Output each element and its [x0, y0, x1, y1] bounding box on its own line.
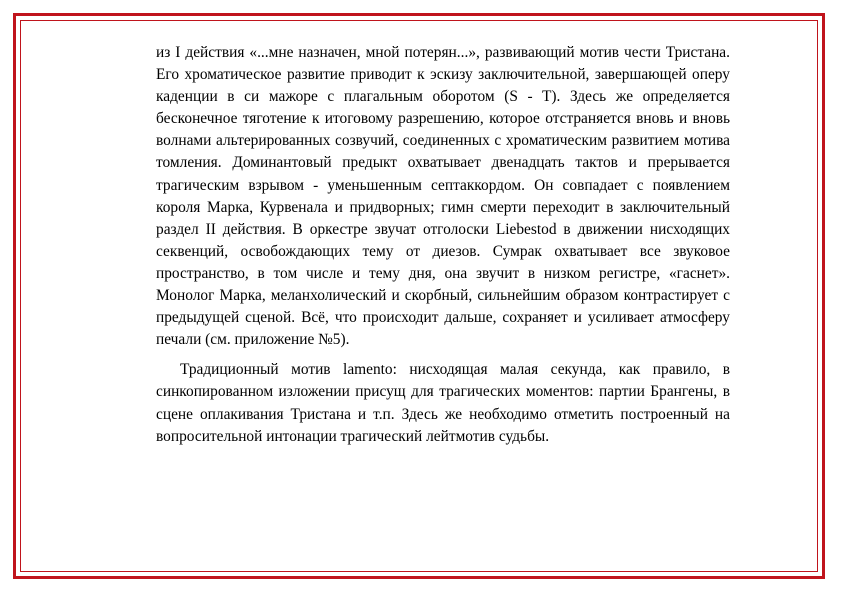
paragraph-1: из I действия «...мне назначен, мной потерян...», развивающий мотив чести Тристана. Его хроматическое развитие приводит к эскизу заключительной, завершающей оперу каденции в си мажоре с плагальным оборотом (S - T). Здесь же определяется бесконечное тяготение к итоговому разрешению, которое отстраняется вновь и вновь волнами альтерированных созвучий, соединенных с хроматическим развитием мотива томления. Доминантовый предыкт охватывает двенадцать тактов и прерывается трагическим взрывом - уменьшенным септаккордом. Он совпадает с появлением короля Марка, Курвенала и придворных; гимн смерти переходит в заключительный раздел II действия. В оркестре звучат отголоски Liebestod в движении нисходящих секвенций, освобождающих тему от диезов. Сумрак охватывает все звуковое пространство, в том числе и тему дня, она звучит в низком регистре, «гаснет». Монолог Марка, меланхолический и скорбный, сильнейшим образом контрастирует с предыдущей сценой. Всё, что происходит дальше, сохраняет и усиливает атмосферу печали (см. приложение №5). [156, 44, 730, 349]
paragraph-2: Традиционный мотив lamento: нисходящая малая секунда, как правило, в синкопированном изложении присущ для трагических моментов: партии Брангены, в сцене оплакивания Тристана и т.п. Здесь же необходимо отметить построенный на вопросительной интонации трагический лейтмотив судьбы. [156, 361, 730, 445]
document-body [156, 42, 730, 448]
